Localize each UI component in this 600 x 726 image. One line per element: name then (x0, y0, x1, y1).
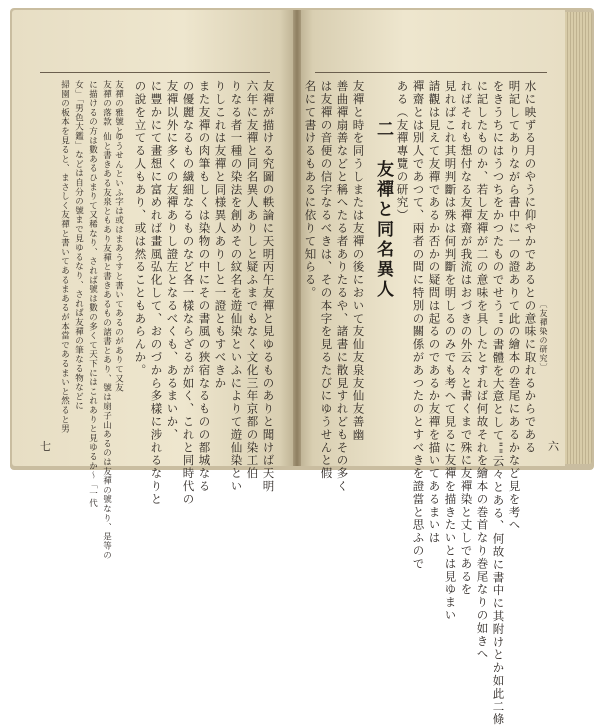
left-text-column: 六年に友禪と同名異人ありしと疑ふまでもなく文化三年京都の染工伯 (245, 80, 260, 480)
right-text-column: に記したものか、若し友禪が二の意味を具したとすれば何故それを繪本の巻首なり巻尾なりの如きへ (475, 80, 490, 661)
right-text-column: ればそれも想付なる友禪齋が我流はおづきの外云々と書くまで殊に友禪染と丈しであるを (459, 80, 474, 596)
left-text-column: りしこれは友禪と同様異人ありしと一證ともすべきか (213, 80, 228, 390)
left-text-column: 友禪以外に多くの友禪ありし證左となるべくも、あるまいか、 (165, 80, 180, 442)
running-head: 〔友禪染の研究〕 (539, 300, 548, 372)
section-heading: 二 友禪と同名異人 (373, 120, 393, 300)
note-column: 掃園の板本を見ると、まさしく友禪と書いてあるまあるが本當であるまいと然ると男 (59, 80, 70, 434)
left-text-column: また友禪の肉筆もしくは染物の中にその書風の狹宿なるものの都城なる (197, 80, 212, 493)
left-text-column: の說を立てる人もあり、或は然ることもあらんか。 (133, 80, 148, 377)
left-text-column: 友禪が描ける究圖の軼論に天明丙午友禪と見ゆるものありと聞けば天明 (261, 80, 276, 493)
left-text-column: りなる者一種の染法を創めその紋名を遊仙染といふによりて遊仙染とい (229, 80, 244, 493)
note-column: 女」「男色大鑑」などは自分の號まで見ゆるなり、されば友禪の筆なる物などに (73, 80, 84, 411)
note-column: 仙と書きある友泉ともあり友禪と書きあるもの諸書とあり、號は扇子山あるのは友禪の號なり、是等の (101, 132, 112, 560)
folio-right: 六 (548, 440, 559, 453)
right-text-column: 明記してありながら書中に一の證ありて此の繪本の巻尾にあるかなど見を考へ (507, 80, 522, 532)
note-column: に描けるの方は數あるひまりて又稀なり、されば號は數の多くて天下にはこれありと見ゆるか〜「一代 (87, 80, 98, 508)
note-side-head: 友禪の雅號と (113, 80, 124, 136)
folio-left: 七 (40, 440, 51, 453)
right-text-column: 見ればこれ其明判斷は殊は何判斷を明しるのみでも考へて見るに友禪を描きたいとは見ゆまい (443, 80, 458, 622)
book-gutter (293, 10, 301, 466)
right-text-column: をきうちにはうつちをかつたものでせう""の書體を大意として""云々とある、何故に書中に其附けとか如此二條 (491, 80, 506, 726)
right-text-column: 友禪と時を同うしまたは友禪の後において友仙友泉友仙友善幽 (351, 80, 366, 442)
right-page-rule (315, 72, 547, 73)
right-text-column: は友禪の音便の信字なるべきは、その本字を見るたびにゆうせんと假 (319, 80, 334, 480)
right-text-column: 善曲禪扇善などと稱へたる者ありたるや、諸書に散見すれどもその多く (335, 80, 350, 493)
note-side-head: 友禪の落款 (101, 80, 112, 127)
left-page-rule (40, 72, 270, 73)
right-text-column: 名にて書けるもあるに依りて知らる。 (303, 80, 318, 300)
right-text-column: 禪齋とは別人であつて、兩者の間に特別の關係があつたのとすべきを證當と思ふので (411, 80, 426, 571)
right-text-column: ある（友禪專覽の研究） (395, 80, 410, 222)
page-edges (565, 12, 592, 464)
right-text-column: 請觀は見えて友禪であるか否かの疑問は起るのであるか友禪を描いてあるまいは (427, 80, 442, 545)
right-text-column: 水に映ずる月のやうに仰やかであるとの意味に取れるからである (523, 80, 538, 455)
left-text-column: の優麗なるもの繊細なるものなど各一樣ならざるが如く、これと同時代の (181, 80, 196, 506)
left-text-column: に豐かにて畫想に富めれば畫風弘化して、おのづから多樣に涉れるなりと (149, 80, 164, 506)
note-column: ゆうせんといふ字は或はまあうすと書いてあるのがありて又友 (113, 132, 124, 393)
